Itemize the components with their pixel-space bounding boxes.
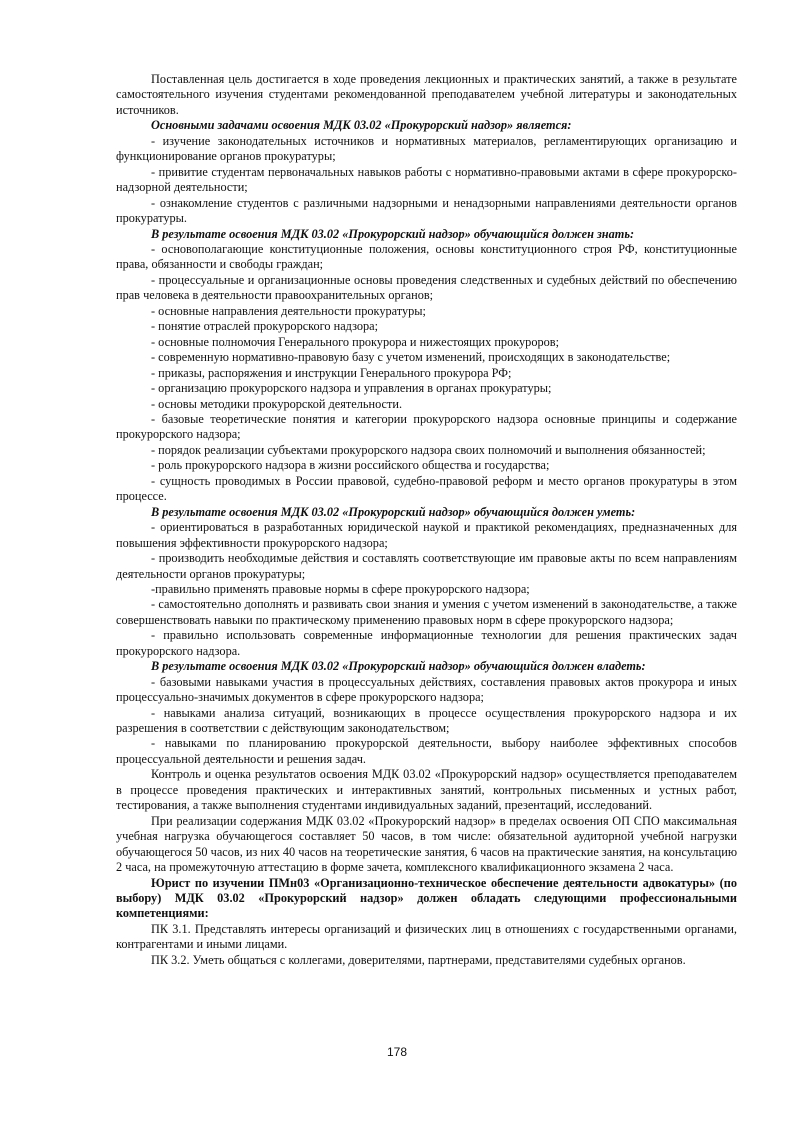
list-item: - навыками анализа ситуаций, возникающих в процессе осуществления прокурорского надзора и их разрешения в соответствии с действующим законодательством; [116, 705, 737, 736]
list-item: - основополагающие конституционные положения, основы конституционного строя РФ, конституционные права, обязанности и свободы граждан; [116, 241, 737, 272]
list-item: - основы методики прокурорской деятельности. [151, 396, 403, 411]
list-item: - навыками по планированию прокурорской деятельности, выбору наиболее эффективных способов процессуальной деятельности и решения задач. [116, 736, 737, 766]
page-number: 178 [386, 1045, 408, 1059]
list-item: - ознакомление студентов с различными надзорными и ненадзорными направлениями деятельности органов прокуратуры. [116, 195, 737, 226]
list-item: - ориентироваться в разработанных юридической наукой и практикой рекомендациях, предназначенных для повышения эффективности прокурорского надзора; [116, 520, 737, 550]
paragraph: Поставленная цель достигается в ходе проведения лекционных и практических занятий, а также в результате самостоятельного изучения студентами рекомендованной преподавателем учебной литературы и законодательных источников. [116, 72, 737, 117]
list-item: - базовыми навыками участия в процессуальных действиях, составления правовых актов прокурора и иных процессуально-значимых документов в сфере прокурорского надзора; [116, 674, 737, 705]
list-item: - понятие отраслей прокурорского надзора; [151, 319, 379, 334]
paragraph: При реализации содержания МДК 03.02 «Прокурорский надзор» в пределах освоения ОП СПО максимальная учебная нагрузка обучающегося составляет 50 часов, в том числе: обязательной аудиторной учебной нагрузки обучающегося 50 часов, из них 40 часов на теоретические занятия, 6 часов на практические занятия, на консультацию 2 часа, на промежуточную аттестацию в форме зачета, комплексного квалификационного экзамена 2 часа. [116, 813, 737, 875]
list-item: - современную нормативно-правовую базу с учетом изменений, происходящих в законодательстве; [151, 350, 671, 365]
list-item: - роль прокурорского надзора в жизни российского общества и государства; [151, 458, 550, 473]
list-item: - организацию прокурорского надзора и управления в органах прокуратуры; [151, 381, 552, 396]
competency-item: ПК 3.2. Уметь общаться с коллегами, доверителями, партнерами, представителями судебных органов. [151, 952, 686, 967]
list-item: - производить необходимые действия и составлять соответствующие им правовые акты по всем направлениям деятельности органов прокуратуры; [116, 551, 737, 581]
document-body [116, 72, 737, 968]
list-item: - основные направления деятельности прокуратуры; [151, 303, 426, 318]
list-item: - привитие студентам первоначальных навыков работы с нормативно-правовыми актами в сфере прокурорско-надзорной деятельности; [116, 164, 737, 195]
list-item: - приказы, распоряжения и инструкции Генерального прокурора РФ; [151, 365, 512, 380]
competency-item: ПК 3.1. Представлять интересы организаций и физических лиц в отношениях с государственными органами, контрагентами и иными лицами. [116, 921, 737, 952]
section-heading: В результате освоения МДК 03.02 «Прокурорский надзор» обучающийся должен уметь: [151, 504, 636, 519]
list-item: - самостоятельно дополнять и развивать свои знания и умения с учетом изменений в законодательстве, а также совершенствовать навыки по практическому применению правовых норм в сфере прокурорского надзора; [116, 597, 737, 627]
paragraph: Контроль и оценка результатов освоения МДК 03.02 «Прокурорский надзор» осуществляется преподавателем в процессе проведения практических и интерактивных занятий, контрольных письменных и устных работ, тестирования, а также выполнения студентами индивидуальных заданий, презентаций, исследований. [116, 767, 737, 813]
list-item: - сущность проводимых в России правовой, судебно-правовой реформ и место органов прокуратуры в этом процессе. [116, 473, 737, 504]
competencies-heading: Юрист по изучении ПМн03 «Организационно-техническое обеспечение деятельности адвокатуры» (по выбору) МДК 03.02 «Прокурорский надзор» должен обладать следующими профессиональными компетенциями: [116, 875, 737, 921]
list-item: - порядок реализации субъектами прокурорского надзора своих полномочий и выполнения обязанностей; [151, 442, 706, 457]
section-heading: В результате освоения МДК 03.02 «Прокурорский надзор» обучающийся должен владеть: [151, 659, 646, 674]
list-item: -правильно применять правовые нормы в сфере прокурорского надзора; [151, 581, 530, 596]
section-heading: Основными задачами освоения МДК 03.02 «Прокурорский надзор» является: [151, 118, 572, 133]
section-heading: В результате освоения МДК 03.02 «Прокурорский надзор» обучающийся должен знать: [151, 226, 635, 241]
list-item: - правильно использовать современные информационные технологии для решения практических задач прокурорского надзора. [116, 628, 737, 658]
list-item: - процессуальные и организационные основы проведения следственных и судебных действий по обеспечению прав человека в деятельности правоохранительных органов; [116, 272, 737, 303]
list-item: - базовые теоретические понятия и категории прокурорского надзора основные принципы и содержание прокурорского надзора; [116, 411, 737, 442]
list-item: - изучение законодательных источников и нормативных материалов, регламентирующих организацию и функционирование органов прокуратуры; [116, 133, 737, 164]
list-item: - основные полномочия Генерального прокурора и нижестоящих прокуроров; [151, 334, 559, 349]
